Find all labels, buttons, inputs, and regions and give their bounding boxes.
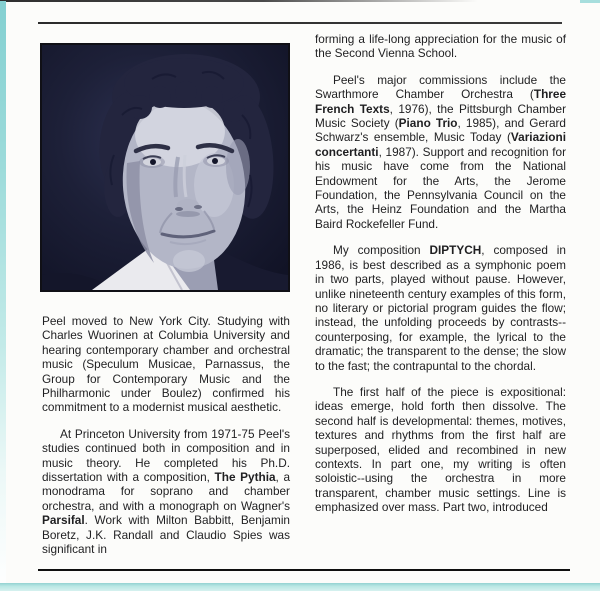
text-run-bold: The Pythia	[214, 470, 276, 485]
text-run: , composed in 1986, is best described as a symphonic poem in two parts, played without pause. However, unlike nineteenth century examples of this form, no literary or pictorial program guides the flow; instead, the unfolding proceeds by contrasts--counterposing, for example, the lyrical to the dramatic; the transparent to the dense; the slow to the fast; the contrapuntal to the chordal.	[315, 243, 566, 373]
text-run: At Princeton University from 1971-75 Peel's studies continued both in composition and in music theory. He completed his Ph.D. dissertation with a composition,	[42, 426, 290, 485]
right-column	[315, 32, 566, 527]
text-run-bold: Parsifal	[42, 513, 85, 528]
left-column	[42, 314, 290, 569]
text-run: The first half of the piece is expositional: ideas emerge, hold forth then dissolve. The second half is developmental: themes, motives, textures and rhythms from the first half are superposed, elided and recombined in new contexts. In part one, my writing is often soloistic--using the orchestra in more transparent, chamber music settings. Line is emphasized over mass. Part two, introduced	[315, 384, 566, 515]
paragraph-peel-moved	[42, 314, 290, 415]
text-run-bold: Three French Texts	[315, 87, 566, 116]
text-run-bold: DIPTYCH	[429, 243, 482, 258]
left-teal-edge	[0, 1, 6, 591]
text-run: forming a life-long appreciation for the music of the Second Vienna School.	[315, 32, 566, 61]
bottom-teal-edge	[0, 583, 600, 591]
paragraph-diptych	[315, 243, 566, 373]
text-run: , 1985), and Gerard Schwarz's ensemble, Music Today (	[315, 116, 566, 145]
text-run: . Work with Milton Babbitt, Benjamin Boretz, J.K. Randall and Claudio Spies was significant in	[42, 513, 290, 557]
text-run: Peel's major commissions include the Swarthmore Chamber Orchestra (	[315, 72, 566, 102]
text-run: , a monodrama for soprano and chamber orchestra, and with a monograph on Wagner's	[42, 470, 290, 513]
text-run: , 1987). Support and recognition for his music have come from the National Endowment for the Arts, the Jerome Foundation, the Pennsylvania Council on the Arts, the Heinz Foundation and the Martha Baird Rockefeller Fund.	[315, 144, 566, 231]
paragraph-commissions	[315, 73, 566, 231]
bottom-rule	[38, 569, 570, 571]
top-right-teal-edge	[580, 0, 600, 3]
paragraph-forming	[315, 32, 566, 61]
text-run-bold: Piano Trio	[398, 116, 458, 131]
paragraph-first-half	[315, 385, 566, 515]
portrait-illustration	[42, 45, 288, 290]
text-run: My composition	[333, 243, 430, 258]
text-run-bold: Variazioni concertanti	[315, 130, 566, 159]
top-rule	[38, 22, 562, 24]
portrait-photo	[40, 43, 290, 292]
text-run: Peel moved to New York City. Studying with Charles Wuorinen at Columbia University and hearing contemporary chamber and orchestral music (Speculum Musicae, Parnassus, the Group for Contemporary Music and the Philharmonic under Boulez) confirmed his commitment to a modernist musical aesthetic.	[42, 314, 290, 415]
text-run: , 1976), the Pittsburgh Chamber Music Society (	[315, 101, 566, 131]
top-scan-edge-line	[0, 0, 478, 2]
paragraph-princeton	[42, 427, 290, 557]
